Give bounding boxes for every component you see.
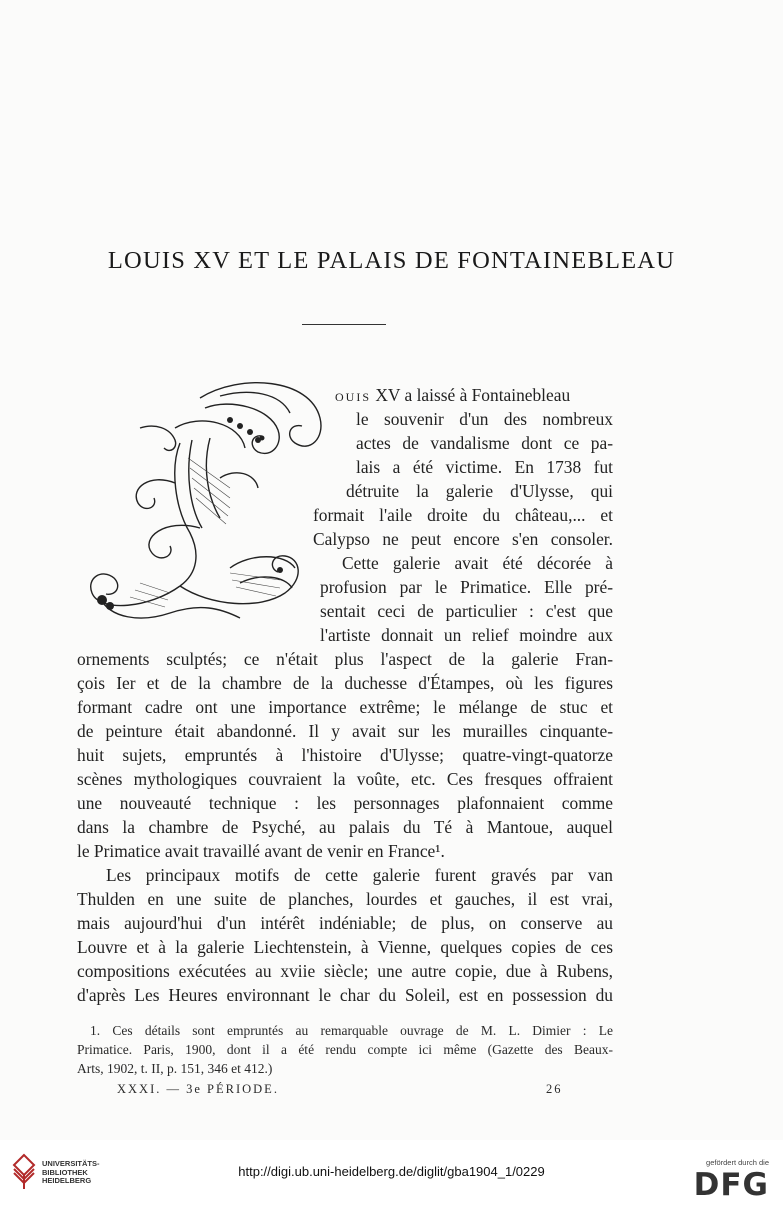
sponsor-note: gefördert durch die (706, 1158, 769, 1167)
text-line: Cette galerie avait été décorée à (342, 553, 613, 573)
text-line: détruite la galerie d'Ulysse, qui (346, 481, 613, 501)
text-line: formait l'aile droite du château,... et (313, 505, 613, 525)
text-line: compositions exécutées au xviie siècle; une autre copie, due à Rubens, (77, 961, 613, 981)
text-line: lais a été victime. En 1738 fut (356, 457, 613, 477)
dfg-logo[interactable]: DFG (693, 1167, 769, 1203)
text-line: le Primatice avait travaillé avant de venir en France¹. (77, 841, 445, 861)
permalink-url[interactable]: http://digi.ub.uni-heidelberg.de/diglit/gba1904_1/0229 (238, 1164, 545, 1179)
text-line: huit sujets, empruntés à l'histoire d'Ulysse; quatre-vingt-quatorze (77, 745, 613, 765)
text-line: ornements sculptés; ce n'était plus l'aspect de la galerie Fran- (77, 649, 613, 669)
text-line: Les principaux motifs de cette galerie furent gravés par van (106, 865, 613, 885)
running-footer: XXXI. — 3e PÉRIODE. (117, 1082, 279, 1096)
page-title: LOUIS XV ET LE PALAIS DE FONTAINEBLEAU (107, 247, 676, 274)
institution-line: HEIDELBERG (42, 1176, 92, 1185)
text-line: d'après Les Heures environnant le char du Soleil, est en possession du (77, 985, 613, 1005)
text-line: mais aujourd'hui d'un intérêt indéniable; de plus, on conserve au (77, 913, 613, 933)
text-line: Thulden en une suite de planches, lourdes et gauches, il est vrai, (77, 889, 613, 909)
institution-line: BIBLIOTHEK (42, 1167, 88, 1177)
institution-line: UNIVERSITÄTS- (42, 1159, 100, 1168)
text-line: dans la chambre de Psyché, au palais du Té à Mantoue, auquel (77, 817, 613, 837)
drop-cap-continuation: OUIS XV a laissé à Fontainebleau (335, 385, 571, 405)
text-line: sentait ceci de particulier : c'est que (320, 601, 613, 621)
footnote-line: 1. Ces détails sont empruntés au remarquable ouvrage de M. L. Dimier : Le (90, 1023, 613, 1038)
footnote-line: Primatice. Paris, 1900, dont il a été rendu compte ici même (Gazette des Beaux- (77, 1042, 613, 1057)
text-line: le souvenir d'un des nombreux (356, 409, 613, 429)
text-line: profusion par le Primatice. Elle pré- (320, 577, 613, 597)
footnote-line: Arts, 1902, t. II, p. 151, 346 et 412.) (77, 1061, 273, 1076)
text-line: l'artiste donnait un relief moindre aux (320, 625, 613, 645)
page-number: 26 (546, 1082, 563, 1096)
title-divider (302, 324, 386, 325)
text-line: Calypso ne peut encore s'en consoler. (313, 529, 613, 549)
text-line: Louvre et à la galerie Liechtenstein, à Vienne, quelques copies de ces (77, 937, 613, 957)
text-line: formant cadre ont une importance extrême; le mélange de stuc et (77, 697, 613, 717)
text-line: çois Ier et de la chambre de la duchesse d'Étampes, où les figures (77, 673, 613, 693)
text-line: scènes mythologiques couvraient la voûte, etc. Ces fresques offraient (77, 769, 613, 789)
text-line: de peinture était abandonné. Il y avait sur les murailles cinquante- (77, 721, 613, 741)
ornamental-initial-l-icon (80, 368, 325, 630)
text-line: actes de vandalisme dont ce pa- (356, 433, 613, 453)
text-line: une nouveauté technique : les personnages plafonnaient comme (77, 793, 613, 813)
